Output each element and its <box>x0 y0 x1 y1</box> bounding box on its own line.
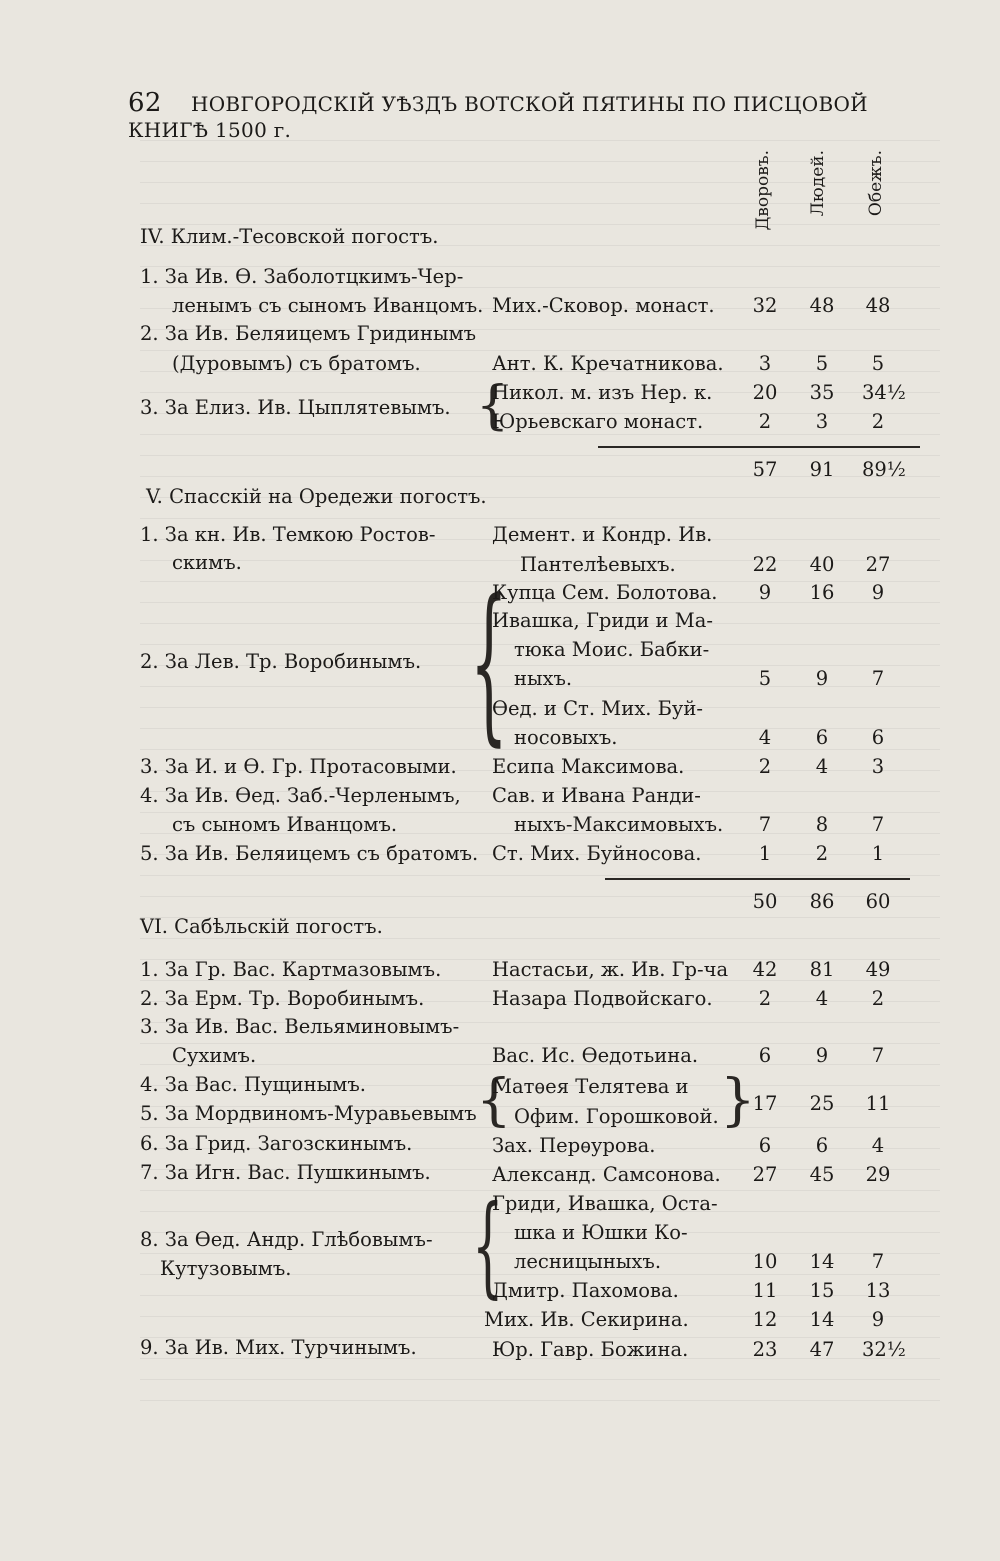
brace-icon: { <box>470 564 508 762</box>
s5-total-households: 50 <box>752 890 778 913</box>
s5-row1-obzhi: 27 <box>865 553 891 576</box>
s5-row4-obzhi: 7 <box>871 813 885 836</box>
s5-row5-line1: 5. За Ив. Беляицемъ съ братомъ. <box>140 842 479 865</box>
s6-row8c-obzhi: 9 <box>871 1308 885 1331</box>
s4-row3-line1: 3. За Елиз. Ив. Цыплятевымъ. <box>140 396 451 419</box>
column-header-people: Людей. <box>808 150 828 217</box>
closing-brace-icon: } <box>720 1068 756 1133</box>
s6-row9-owner: Юр. Гавр. Божина. <box>492 1338 689 1361</box>
s6-row8c-people: 14 <box>809 1308 835 1331</box>
s5-total-obzhi: 60 <box>865 890 891 913</box>
s4-row2-owner: Ант. К. Кречатникова. <box>492 352 724 375</box>
s6-row4-line1: 4. За Вас. Пущинымъ. <box>140 1073 366 1096</box>
s4-row1-owner: Мих.-Сковор. монаст. <box>492 294 715 317</box>
s5-row2-owner-c1: Ѳед. и Ст. Мих. Буй- <box>492 697 703 720</box>
section-4-title: IV. Клим.-Тесовской погостъ. <box>140 225 439 248</box>
s6-row5-line1: 5. За Мордвиномъ-Муравьевымъ <box>140 1102 477 1125</box>
s6-row45-owner2: Офим. Горошковой. <box>514 1105 719 1128</box>
s5-row4-owner1: Сав. и Ивана Ранди- <box>492 784 701 807</box>
s5-row5-households: 1 <box>758 842 772 865</box>
s5-row2c-obzhi: 6 <box>871 726 885 749</box>
s6-row6-obzhi: 4 <box>871 1134 885 1157</box>
s4-row1-people: 48 <box>809 294 835 317</box>
s6-row3-households: 6 <box>758 1044 772 1067</box>
s6-row8b-households: 11 <box>752 1279 778 1302</box>
s5-row3-owner: Есипа Максимова. <box>492 755 685 778</box>
s6-row1-owner: Настасьи, ж. Ив. Гр-ча <box>492 958 729 981</box>
s4-row1-line1: 1. За Ив. Ѳ. Заболотцкимъ-Чер- <box>140 265 464 288</box>
s4-total-households: 57 <box>752 458 778 481</box>
s6-row1-line1: 1. За Гр. Вас. Картмазовымъ. <box>140 958 442 981</box>
s5-row2b-people: 9 <box>815 667 829 690</box>
s5-row4-line2: съ сыномъ Иванцомъ. <box>172 813 398 836</box>
s5-row5-obzhi: 1 <box>871 842 885 865</box>
s6-row3-line2: Сухимъ. <box>172 1044 257 1067</box>
section-5-title: V. Спасскій на Оредежи погостъ. <box>146 485 487 508</box>
s6-row3-people: 9 <box>815 1044 829 1067</box>
s5-row1-owner1: Демент. и Кондр. Ив. <box>492 523 713 546</box>
s5-row3-households: 2 <box>758 755 772 778</box>
s6-row2-households: 2 <box>758 987 772 1010</box>
s4-row2-people: 5 <box>815 352 829 375</box>
s5-row4-people: 8 <box>815 813 829 836</box>
s6-row6-owner: Зах. Перѳурова. <box>492 1134 656 1157</box>
total-rule <box>598 446 920 448</box>
s5-row2a-people: 16 <box>809 581 835 604</box>
s6-row8-owner1: Гриди, Ивашка, Оста- <box>492 1192 718 1215</box>
s5-row2-owner-b2: тюка Моис. Бабки- <box>514 638 710 661</box>
section-6-title: VI. Сабѣльскій погостъ. <box>140 915 383 938</box>
s6-row7-owner: Александ. Самсонова. <box>492 1163 721 1186</box>
s5-row4-owner2: ныхъ-Максимовыхъ. <box>514 813 724 836</box>
s4-row2-line1: 2. За Ив. Беляицемъ Гридинымъ <box>140 322 477 345</box>
brace-icon: { <box>472 1181 504 1309</box>
brace-icon: { <box>476 1068 512 1133</box>
s6-row1-people: 81 <box>809 958 835 981</box>
s5-row5-owner: Ст. Мих. Буйносова. <box>492 842 702 865</box>
s5-total-people: 86 <box>809 890 835 913</box>
s6-row1-obzhi: 49 <box>865 958 891 981</box>
s6-row6-people: 6 <box>815 1134 829 1157</box>
s6-row45-people: 25 <box>809 1092 835 1115</box>
s5-row3-line1: 3. За И. и Ѳ. Гр. Протасовыми. <box>140 755 457 778</box>
s5-row1-owner2: Пантелѣевыхъ. <box>520 553 676 576</box>
s4-row3-owner1: Никол. м. изъ Нер. к. <box>492 381 713 404</box>
s5-row2-line1: 2. За Лев. Тр. Воробинымъ. <box>140 650 422 673</box>
s5-row2a-obzhi: 9 <box>871 581 885 604</box>
s6-row2-people: 4 <box>815 987 829 1010</box>
s5-row2-owner-b1: Ивашка, Гриди и Ма- <box>492 609 713 632</box>
s4-row2-households: 3 <box>758 352 772 375</box>
s6-row8c-households: 12 <box>752 1308 778 1331</box>
s5-row1-line2: скимъ. <box>172 551 242 574</box>
s5-row2b-obzhi: 7 <box>871 667 885 690</box>
s6-row2-obzhi: 2 <box>871 987 885 1010</box>
s6-row45-obzhi: 11 <box>865 1092 891 1115</box>
s4-total-obzhi: 89½ <box>862 458 906 481</box>
s5-row4-households: 7 <box>758 813 772 836</box>
s6-row8-owner2: шка и Юшки Ко- <box>514 1221 688 1244</box>
s4-row3a-households: 20 <box>752 381 778 404</box>
s6-row7-households: 27 <box>752 1163 778 1186</box>
s5-row2c-people: 6 <box>815 726 829 749</box>
s6-row8-owner3: лесницыныхъ. <box>514 1250 662 1273</box>
s5-row1-people: 40 <box>809 553 835 576</box>
s6-row2-owner: Назара Подвойскаго. <box>492 987 713 1010</box>
total-rule <box>605 878 910 880</box>
brace-icon: { <box>476 376 510 436</box>
s4-row2-obzhi: 5 <box>871 352 885 375</box>
s6-row2-line1: 2. За Ерм. Тр. Воробинымъ. <box>140 987 425 1010</box>
s6-row7-people: 45 <box>809 1163 835 1186</box>
s6-row1-households: 42 <box>752 958 778 981</box>
s5-row2-owner-c2: носовыхъ. <box>514 726 618 749</box>
s6-row9-households: 23 <box>752 1338 778 1361</box>
s4-row3b-obzhi: 2 <box>871 410 885 433</box>
s5-row3-obzhi: 3 <box>871 755 885 778</box>
s6-row6-line1: 6. За Грид. Загозскинымъ. <box>140 1132 413 1155</box>
s6-row8a-households: 10 <box>752 1250 778 1273</box>
column-header-households: Дворовъ. <box>753 150 773 231</box>
s5-row1-households: 22 <box>752 553 778 576</box>
s6-row8-line2: Кутузовымъ. <box>160 1257 292 1280</box>
s5-row5-people: 2 <box>815 842 829 865</box>
s4-row3-owner2: Юрьевскаго монаст. <box>492 410 704 433</box>
column-header-obzhi: Обежъ. <box>866 150 886 217</box>
s5-row2c-households: 4 <box>758 726 772 749</box>
s6-row8a-obzhi: 7 <box>871 1250 885 1273</box>
s4-row1-households: 32 <box>752 294 778 317</box>
s5-row2-owner-b3: ныхъ. <box>514 667 573 690</box>
s6-row7-line1: 7. За Игн. Вас. Пушкинымъ. <box>140 1161 431 1184</box>
running-title: НОВГОРОДСКІЙ УѢЗДЪ ВОТСКОЙ ПЯТИНЫ ПО ПИСЦОВОЙ КНИГѢ 1500 г. <box>128 92 868 142</box>
s5-row2b-households: 5 <box>758 667 772 690</box>
s6-row8a-people: 14 <box>809 1250 835 1273</box>
s6-row7-obzhi: 29 <box>865 1163 891 1186</box>
s4-row3a-obzhi: 34½ <box>862 381 906 404</box>
page-header <box>128 88 868 143</box>
s4-row3b-households: 2 <box>758 410 772 433</box>
s5-row2a-households: 9 <box>758 581 772 604</box>
s6-row3-line1: 3. За Ив. Вас. Вельяминовымъ- <box>140 1015 460 1038</box>
s6-row8b-obzhi: 13 <box>865 1279 891 1302</box>
s4-row2-line2: (Дуровымъ) съ братомъ. <box>172 352 421 375</box>
s6-row9-obzhi: 32½ <box>862 1338 906 1361</box>
s6-row45-owner1: Матѳея Телятева и <box>492 1075 689 1098</box>
s5-row1-line1: 1. За кн. Ив. Темкою Ростов- <box>140 523 436 546</box>
s6-row8-line1: 8. За Ѳед. Андр. Глѣбовымъ- <box>140 1228 433 1251</box>
s4-row3b-people: 3 <box>815 410 829 433</box>
s6-row8-owner4: Дмитр. Пахомова. <box>492 1279 679 1302</box>
s6-row8b-people: 15 <box>809 1279 835 1302</box>
s4-row3a-people: 35 <box>809 381 835 404</box>
s5-row4-line1: 4. За Ив. Ѳед. Заб.-Черленымъ, <box>140 784 461 807</box>
s4-row1-line2: ленымъ съ сыномъ Иванцомъ. <box>172 294 484 317</box>
s6-row9-people: 47 <box>809 1338 835 1361</box>
s4-total-people: 91 <box>809 458 835 481</box>
s6-row8-owner5: Мих. Ив. Секирина. <box>484 1308 689 1331</box>
s5-row2-owner-a: Купца Сем. Болотова. <box>492 581 718 604</box>
s6-row45-households: 17 <box>752 1092 778 1115</box>
s6-row9-line1: 9. За Ив. Мих. Турчинымъ. <box>140 1336 417 1359</box>
s6-row3-obzhi: 7 <box>871 1044 885 1067</box>
s4-row1-obzhi: 48 <box>865 294 891 317</box>
s6-row6-households: 6 <box>758 1134 772 1157</box>
page-number: 62 <box>128 88 162 118</box>
s5-row3-people: 4 <box>815 755 829 778</box>
s6-row3-owner: Вас. Ис. Ѳедотьина. <box>492 1044 699 1067</box>
